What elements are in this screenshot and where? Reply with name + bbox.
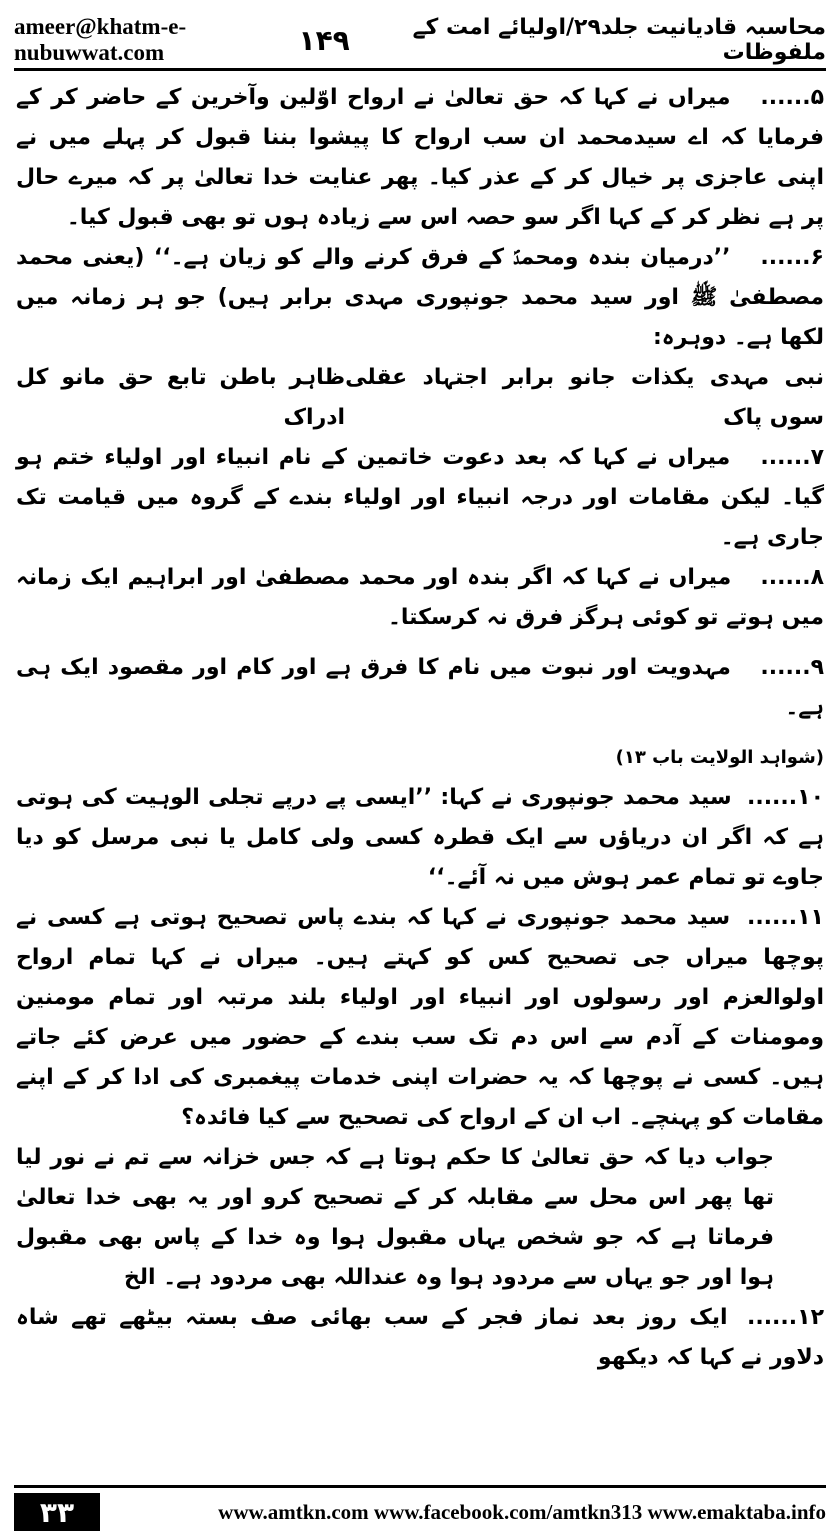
footer-page-number: ۳۳ [14, 1493, 100, 1531]
paragraph-8 [16, 558, 824, 638]
paragraph-5 [16, 78, 824, 238]
paragraph-text: میراں نے کہا کہ حق تعالیٰ نے ارواح اوّلین وآخرین کے حاضر کر کے فرمایا کہ اے سیدمحمد ان سب ارواح کا پیشوا بننا قبول کر پہلے میں نے اپنی عاجزی پر خیال کر کے عذر کیا۔ پھر عنایت خدا تعالیٰ پر کہ میرے حال پر ہے نظر کر کے کہا اگر سو حصہ اس سے زیادہ ہوں تو بھی قبول کیا۔ [16, 85, 824, 230]
paragraph-12 [16, 1298, 824, 1378]
paragraph-10 [16, 778, 824, 898]
paragraph-text: مہدویت اور نبوت میں نام کا فرق ہے اور کام اور مقصود ایک ہی ہے۔ [16, 655, 824, 720]
paragraph-number: ۱۱...... [746, 905, 824, 930]
header-title: محاسبہ قادیانیت جلد۲۹/اولیائے امت کے ملفوظات [412, 15, 826, 65]
paragraph-11 [16, 898, 824, 1138]
page-body [16, 78, 824, 1472]
paragraph-6 [16, 238, 824, 358]
paragraph-number: ۸...... [760, 565, 824, 590]
source-reference: (شواہد الولایت باب ۱۳) [615, 747, 824, 768]
paragraph-text: سید محمد جونپوری نے کہا: ’’ایسی پے درپے تجلی الوہیت کی ہوتی ہے کہ اگر ان دریاؤں سے ایک قطرہ کسی ولی کامل یا نبی مرسل کو دیا جاوے تو تمام عمر ہوش میں نہ آئے۔‘‘ [16, 785, 824, 890]
page-footer [14, 1492, 826, 1532]
paragraph-number: ۶...... [760, 245, 824, 270]
paragraph-text: سید محمد جونپوری نے کہا کہ بندے پاس تصحیح ہوتی ہے کسی نے پوچھا میراں جی تصحیح کس کو کہتے ہیں۔ میراں نے کہا تمام ارواح اولوالعزم اور رسولوں اور انبیاء اور اولیاء بلند مرتبہ اور تمام مومنین ومومنات کے آدم سے اس دم تک سب بندے کے حضور میں عرض کئے جاتے ہیں۔ کسی نے پوچھا کہ یہ حضرات اپنی خدمات پیغمبری کی ادا کر کے اپنے مقامات کو پہنچے۔ اب ان کے ارواح کی تصحیح سے کیا فائدہ؟ [16, 905, 824, 1130]
footer-links[interactable]: www.amtkn.com www.facebook.com/amtkn313 www.emaktaba.info [218, 1499, 826, 1524]
header-email: ameer@khatm-e-nubuwwat.com [14, 14, 187, 65]
paragraph-number: ۷...... [760, 445, 824, 470]
paragraph-text: میراں نے کہا کہ بعد دعوت خاتمین کے نام انبیاء اور اولیاء ختم ہو گیا۔ لیکن مقامات اور درجہ انبیاء اور اولیاء بندے کے گروہ میں قیامت تک جاری ہے۔ [16, 445, 824, 550]
paragraph-7 [16, 438, 824, 558]
header-divider [14, 68, 826, 71]
footer-divider [14, 1485, 826, 1488]
page-header [14, 14, 826, 65]
paragraph-number: ۹...... [760, 655, 824, 680]
paragraph-number: ۱۰...... [746, 785, 824, 810]
header-page-number: ۱۴۹ [298, 23, 350, 57]
paragraph-text: ’’درمیان بندہ ومحمدؐ کے فرق کرنے والے کو زیان ہے۔‘‘ (یعنی محمد مصطفیٰ ﷺ اور سید محمد جونپوری مہدی برابر ہیں) جو ہر زمانہ میں لکھا ہے۔ دوہرہ: [16, 245, 824, 350]
couplet [16, 358, 824, 438]
couplet-first-half: نبی مہدی یکذات جانو برابر اجتہاد عقلی سوں پاک [345, 365, 824, 430]
header-title-group [298, 15, 826, 65]
paragraph-text: ایک روز بعد نماز فجر کے سب بھائی صف بستہ بیٹھے تھے شاہ دلاور نے کہا کہ دیکھو [16, 1305, 824, 1370]
paragraph-number: ۱۲...... [746, 1305, 824, 1330]
couplet-second-half: ظاہر باطن تابع حق مانو کل ادراک [16, 365, 346, 430]
paragraph-number: ۵...... [760, 85, 824, 110]
answer-paragraph: جواب دیا کہ حق تعالیٰ کا حکم ہوتا ہے کہ جس خزانہ سے تم نے نور لیا تھا پھر اس محل سے مقابلہ کر کے تصحیح کرو اور یہ بھی خدا تعالیٰ فرماتا ہے کہ جو شخص یہاں مقبول ہوا وہ خدا کے پاس بھی مقبول ہوا اور جو یہاں سے مردود ہوا وہ عنداللہ بھی مردود ہے۔ الخ [16, 1145, 774, 1290]
paragraph-text: میراں نے کہا کہ اگر بندہ اور محمد مصطفیٰ اور ابراہیم ایک زمانہ میں ہوتے تو کوئی ہرگز فرق نہ کرسکتا۔ [16, 565, 824, 630]
paragraph-9 [16, 648, 824, 728]
